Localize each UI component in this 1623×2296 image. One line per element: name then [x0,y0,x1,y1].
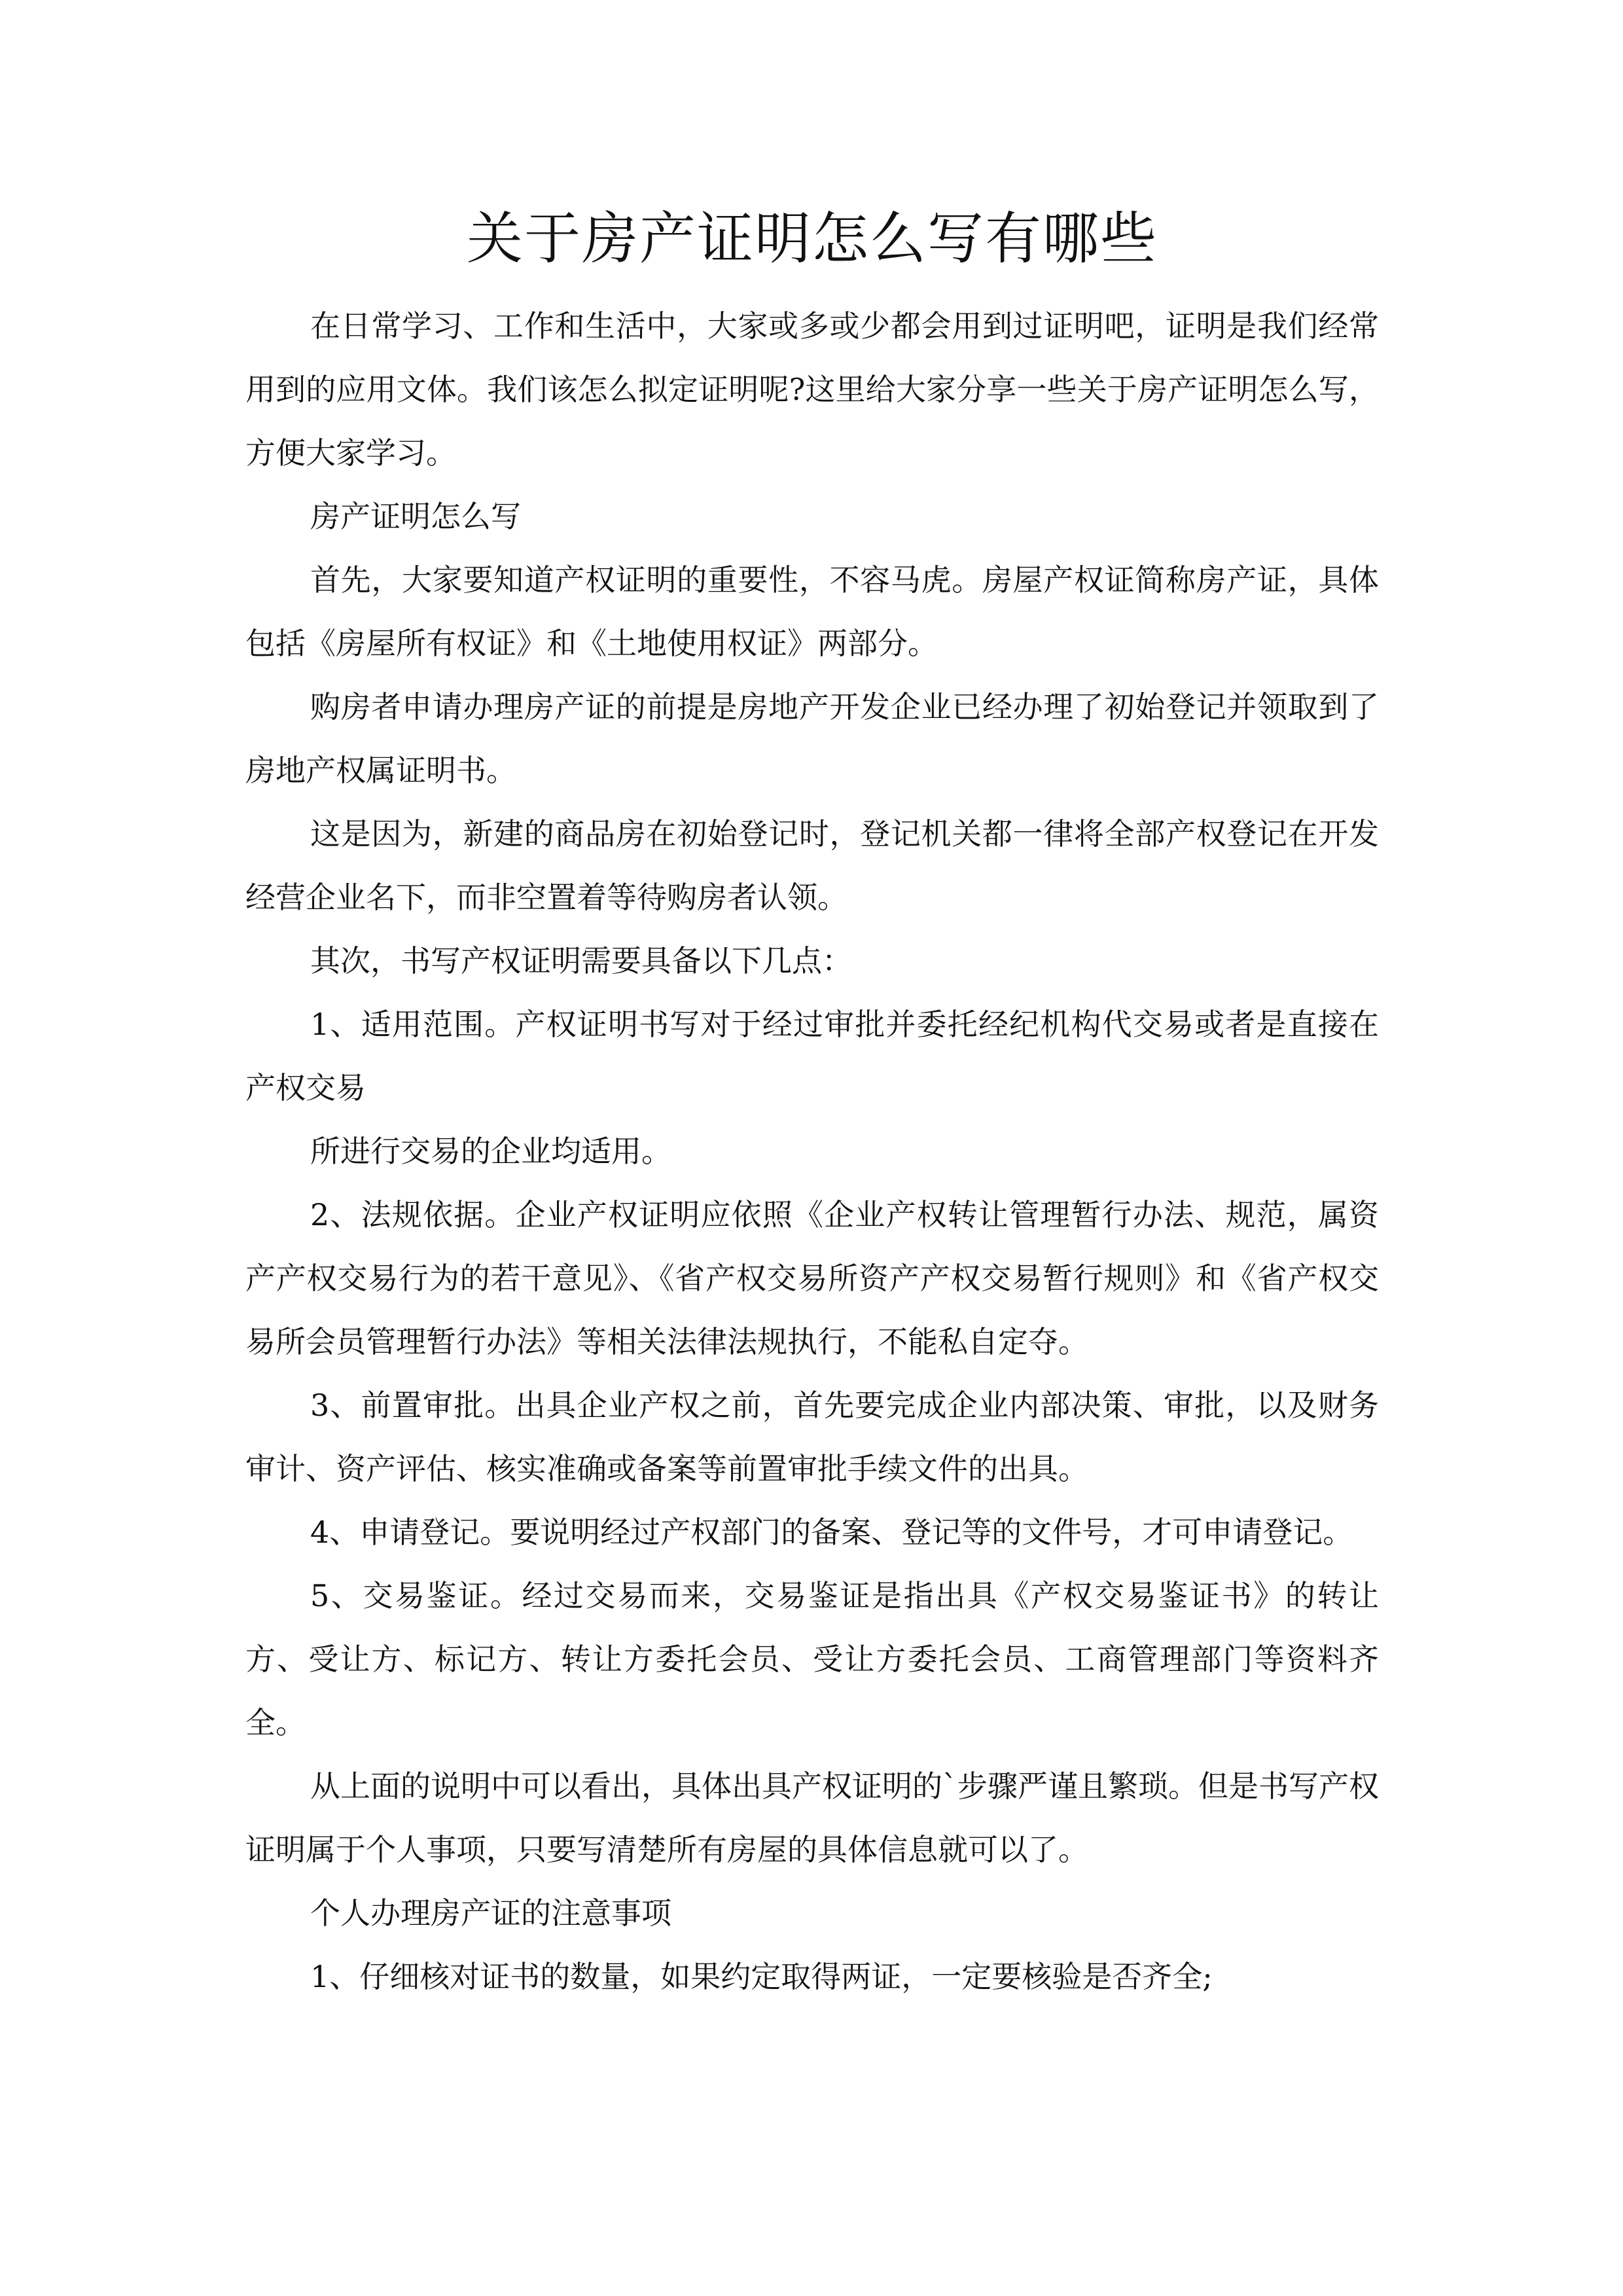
document-title: 关于房产证明怎么写有哪些 [467,206,1158,272]
paragraph-importance: 首先，大家要知道产权证明的重要性，不容马虎。房屋产权证简称房产证，具体包括《房屋所有权证》和《土地使用权证》两部分。 [245,562,1379,661]
paragraph-point-1: 1、适用范围。产权证明书写对于经过审批并委托经纪机构代交易或者是直接在产权交易 [245,1007,1379,1105]
paragraph-registration-reason: 这是因为，新建的商品房在初始登记时，登记机关都一律将全部产权登记在开发经营企业名下，而非空置着等待购房者认领。 [245,816,1379,915]
paragraph-point-5: 5、交易鉴证。经过交易而来，交易鉴证是指出具《产权交易鉴证书》的转让方、受让方、标记方、转让方委托会员、受让方委托会员、工商管理部门等资料齐全。 [245,1578,1379,1740]
paragraph-point-4: 4、申请登记。要说明经过产权部门的备案、登记等的文件号，才可申请登记。 [310,1515,1353,1550]
paragraph-point-3: 3、前置审批。出具企业产权之前，首先要完成企业内部决策、审批，以及财务审计、资产评估、核实准确或备案等前置审批手续文件的出具。 [245,1388,1379,1486]
paragraph-intro: 在日常学习、工作和生活中，大家或多或少都会用到过证明吧，证明是我们经常用到的应用文体。我们该怎么拟定证明呢?这里给大家分享一些关于房产证明怎么写，方便大家学习。 [245,308,1379,471]
paragraph-point-1-continued: 所进行交易的企业均适用。 [310,1134,671,1169]
document-content [245,196,1379,2009]
paragraph-heading-notes: 个人办理房产证的注意事项 [310,1895,671,1931]
paragraph-heading-how-to-write: 房产证明怎么写 [310,499,521,534]
paragraph-application-premise: 购房者申请办理房产证的前提是房地产开发企业已经办理了初始登记并领取到了房地产权属证明书。 [245,689,1379,788]
paragraph-point-2: 2、法规依据。企业产权证明应依照《企业产权转让管理暂行办法、规范，属资产产权交易行为的若干意见》、《省产权交易所资产产权交易暂行规则》和《省产权交易所会员管理暂行办法》等相关法律法规执行，不能私自定夺。 [245,1197,1379,1359]
paragraph-summary: 从上面的说明中可以看出，具体出具产权证明的`步骤严谨且繁琐。但是书写产权证明属于个人事项，只要写清楚所有房屋的具体信息就可以了。 [245,1768,1379,1867]
paragraph-note-1: 1、仔细核对证书的数量，如果约定取得两证，一定要核验是否齐全; [310,1959,1213,1994]
document-body [245,295,1379,2009]
paragraph-requirements-intro: 其次，书写产权证明需要具备以下几点： [310,943,852,978]
